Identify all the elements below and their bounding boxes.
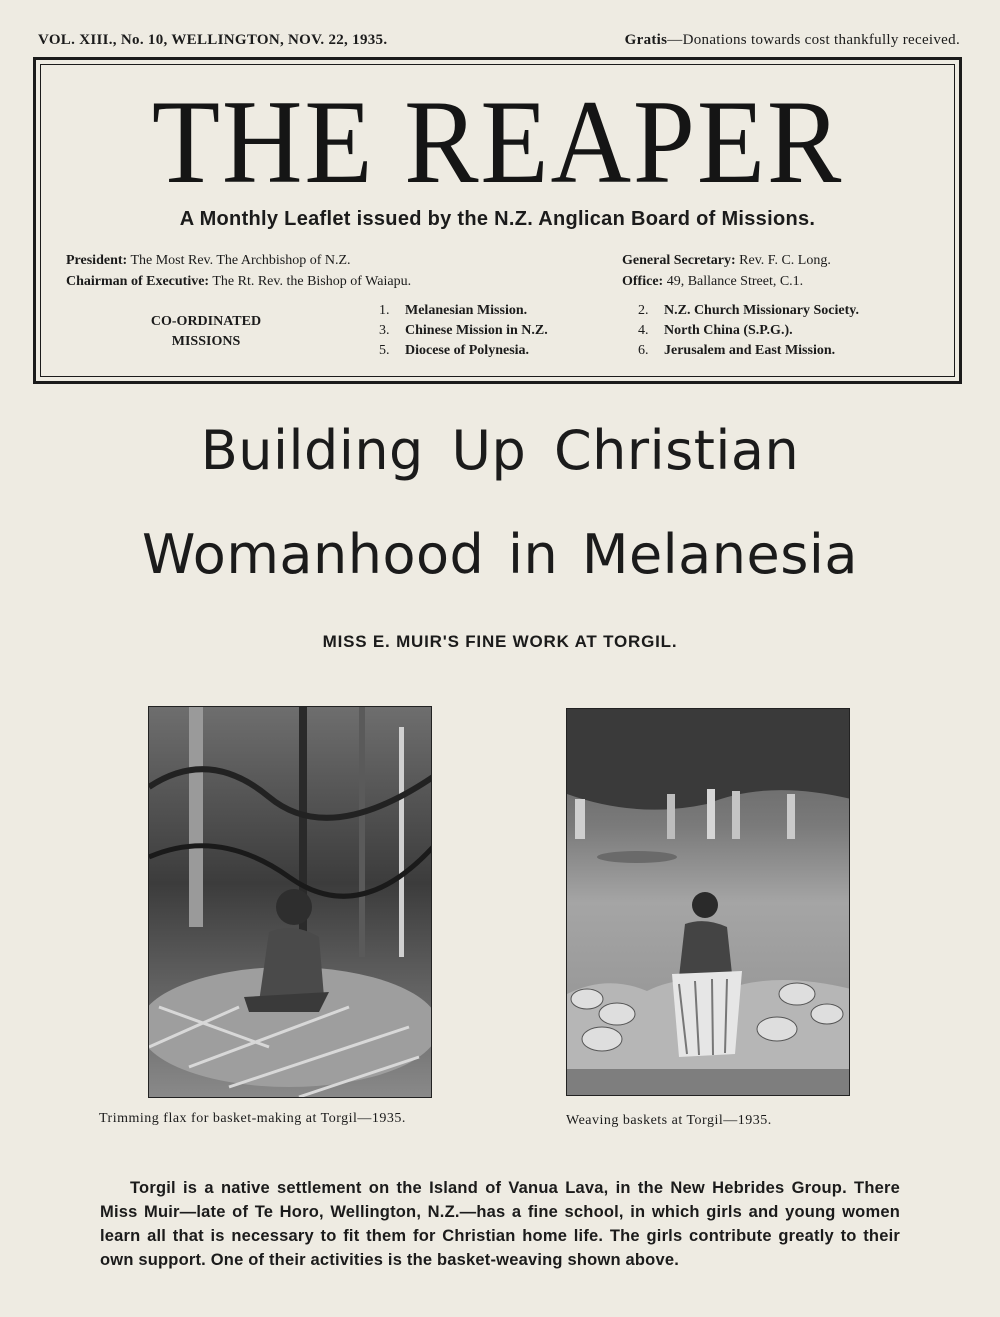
secretary-line [622,250,831,271]
gratis-label: Gratis [624,32,668,48]
secretary-value: Rev. F. C. Long. [739,253,831,268]
mission-item: 6. Jerusalem and East Mission. [638,343,836,358]
mission-item: 3. Chinese Mission in N.Z. [379,323,548,338]
headline-line2: Womanhood in Melanesia [142,523,858,586]
president-value: The Most Rev. The Archbishop of N.Z. [130,253,351,268]
caption-right: Weaving baskets at Torgil—1935. [566,1113,772,1128]
office-label: Office: [622,274,664,289]
publication-subtitle: A Monthly Leaflet issued by the N.Z. Anglican Board of Missions. [179,208,816,230]
publication-title: THE REAPER [151,75,844,208]
article-headline [0,420,1000,586]
mission-item: 5. Diocese of Polynesia. [379,343,530,358]
coordinated-missions-label [126,312,286,352]
volume-info: VOL. XIII., No. 10, WELLINGTON, NOV. 22, 1935. [38,32,388,48]
donation-text: —Donations towards cost thankfully received. [667,32,960,48]
president-line [66,250,411,271]
issue-line [38,32,960,49]
president-label: President: [66,253,128,268]
photo-weaving-baskets [566,708,850,1096]
caption-left: Trimming flax for basket-making at Torgil—1935. [99,1111,406,1126]
missions-column-left [379,301,548,361]
donation-note [625,32,960,49]
article-body: Torgil is a native settlement on the Island of Vanua Lava, in the New Hebrides Group. There Miss Muir—late of Te Horo, Wellington, N.Z.—has a fine school, in which girls and young women learn all that is necessary to fit them for Christian home life. The girls contribute greatly to their own support. One of their activities is the basket-weaving shown above. [100,1179,900,1269]
mission-item: 4. North China (S.P.G.). [638,323,793,338]
mission-item: 2. N.Z. Church Missionary Society. [638,303,859,318]
missions-column-right [638,301,859,361]
office-line [622,271,831,292]
headline-line1: Building Up Christian [200,419,800,482]
photo-trimming-flax [148,706,432,1098]
officers-right [622,250,831,292]
mission-item: 1. Melanesian Mission. [379,303,528,318]
secretary-label: General Secretary: [622,253,736,268]
coordinated-line1: CO-ORDINATED [150,314,262,329]
officers-left [66,250,411,292]
masthead-box [33,57,962,384]
office-value: 49, Ballance Street, C.1. [666,274,804,289]
coordinated-line2: MISSIONS [171,334,241,349]
article-subhead: MISS E. MUIR'S FINE WORK AT TORGIL. [322,632,678,651]
chairman-label: Chairman of Executive: [66,274,210,289]
chairman-value: The Rt. Rev. the Bishop of Waiapu. [212,274,412,289]
chairman-line [66,271,411,292]
